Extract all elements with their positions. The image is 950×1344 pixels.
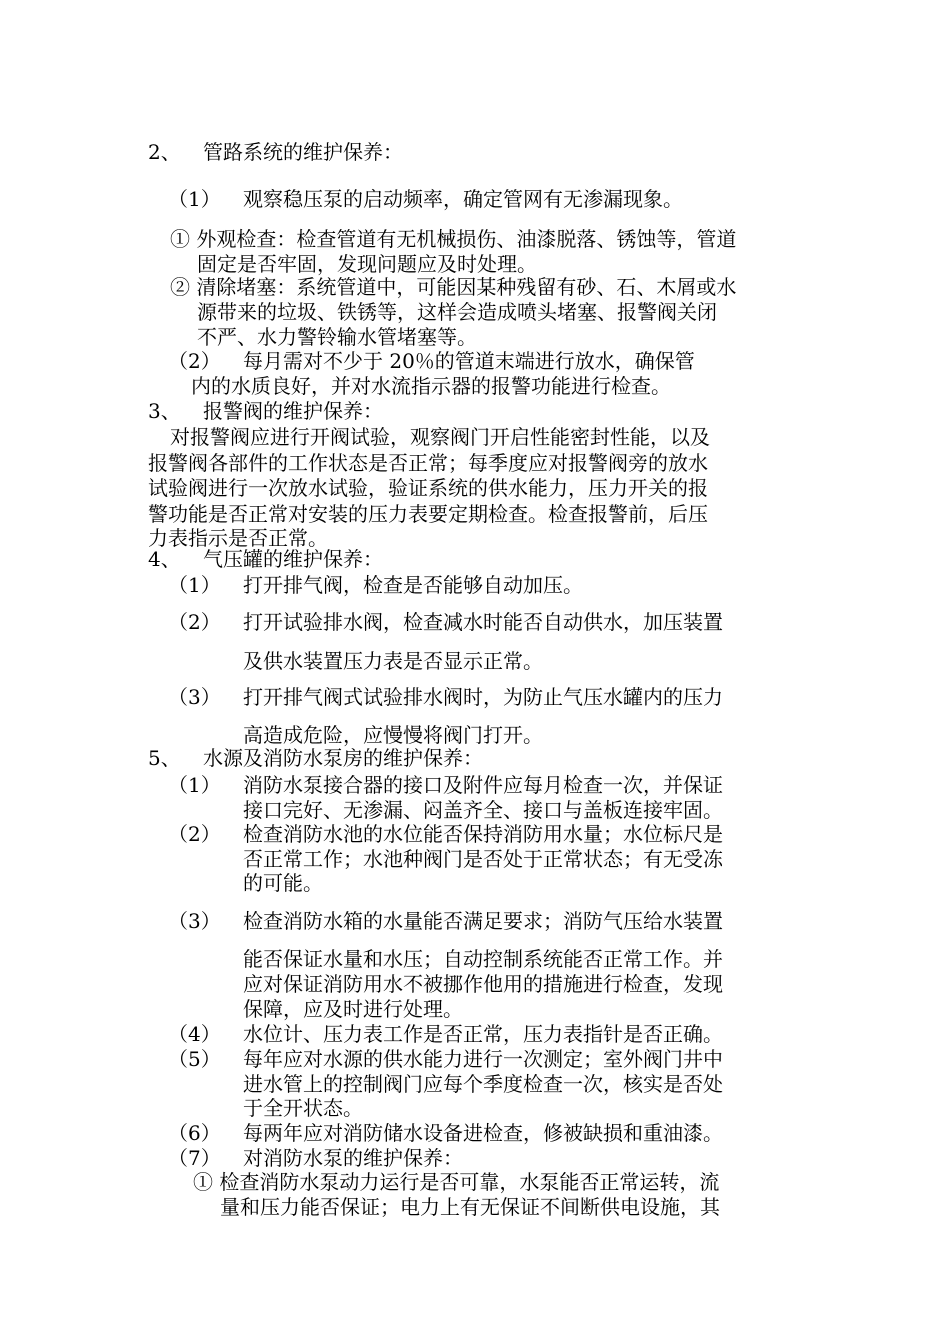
sec4-item2-number: （2） [168,610,221,634]
sec5-item6-text: 每两年应对消防储水设备进检查，修被缺损和重油漆。 [243,1121,723,1145]
sec4-item2-line2: 及供水装置压力表是否显示正常。 [243,649,543,673]
sec5-item5-line2: 进水管上的控制阀门应每个季度检查一次，核实是否处 [243,1072,723,1096]
sec2-item2-line1: 每月需对不少于 20％的管道末端进行放水，确保管 [243,349,695,373]
section-2-title: 管路系统的维护保养： [203,140,403,164]
sec3-paragraph-line5: 力表指示是否正常。 [148,526,328,550]
sec5-item3-line1: 检查消防水箱的水量能否满足要求；消防气压给水装置 [243,909,723,933]
sec4-item3-line2: 高造成危险，应慢慢将阀门打开。 [243,723,543,747]
sec2-item2-line2: 内的水质良好，并对水流指示器的报警功能进行检查。 [191,374,671,398]
sec3-paragraph-line4: 警功能是否正常对安装的压力表要定期检查。检查报警前，后压 [148,502,708,526]
sec5-item1-line2: 接口完好、无渗漏、闷盖齐全、接口与盖板连接牢固。 [243,798,723,822]
sec3-paragraph-line1: 对报警阀应进行开阀试验，观察阀门开启性能密封性能，以及 [170,425,710,449]
section-4-number: 4、 [148,547,181,571]
sec4-item3-number: （3） [168,685,221,709]
sec2-sub2-line3: 不严、水力警铃输水管堵塞等。 [197,325,477,349]
sec2-item2-number: （2） [168,349,221,373]
sec2-sub2-line2: 源带来的垃圾、铁锈等，这样会造成喷头堵塞、报警阀关闭 [197,300,717,324]
sec5-item1-line1: 消防水泵接合器的接口及附件应每月检查一次，并保证 [243,773,723,797]
sec5-item3-line2: 能否保证水量和水压；自动控制系统能否正常工作。并 [243,947,723,971]
sec2-sub1-line2: 固定是否牢固，发现问题应及时处理。 [197,252,537,276]
section-3-title: 报警阀的维护保养： [203,399,383,423]
sec4-item3-line1: 打开排气阀式试验排水阀时，为防止气压水罐内的压力 [243,685,723,709]
sec5-item3-line4: 保障，应及时进行处理。 [243,997,463,1021]
sec4-item1-text: 打开排气阀，检查是否能够自动加压。 [243,573,583,597]
section-3-number: 3、 [148,399,181,423]
sec2-sub1-line1: ① 外观检查：检查管道有无机械损伤、油漆脱落、锈蚀等，管道 [170,227,737,251]
sec3-paragraph-line3: 试验阀进行一次放水试验，验证系统的供水能力，压力开关的报 [148,476,708,500]
sec5-item2-number: （2） [168,822,221,846]
sec5-item2-line3: 的可能。 [243,871,323,895]
sec5-item4-number: （4） [168,1022,221,1046]
sec5-sub1-line1: ① 检查消防水泵动力运行是否可靠，水泵能否正常运转，流 [193,1170,720,1194]
sec5-sub1-line2: 量和压力能否保证；电力上有无保证不间断供电设施，其 [220,1195,720,1219]
sec2-item1-text: 观察稳压泵的启动频率，确定管网有无渗漏现象。 [243,187,683,211]
sec5-item2-line1: 检查消防水池的水位能否保持消防用水量；水位标尺是 [243,822,723,846]
sec4-item1-number: （1） [168,573,221,597]
section-2-number: 2、 [148,140,181,164]
sec3-paragraph-line2: 报警阀各部件的工作状态是否正常；每季度应对报警阀旁的放水 [148,451,708,475]
sec5-item7-text: 对消防水泵的维护保养： [243,1146,463,1170]
section-4-title: 气压罐的维护保养： [203,547,383,571]
sec4-item2-line1: 打开试验排水阀，检查减水时能否自动供水，加压装置 [243,610,723,634]
sec5-item5-number: （5） [168,1047,221,1071]
sec5-item2-line2: 否正常工作；水池种阀门是否处于正常状态；有无受冻 [243,847,723,871]
sec5-item3-number: （3） [168,909,221,933]
section-5-number: 5、 [148,746,181,770]
sec5-item5-line3: 于全开状态。 [243,1096,363,1120]
sec5-item6-number: （6） [168,1121,221,1145]
sec5-item5-line1: 每年应对水源的供水能力进行一次测定；室外阀门井中 [243,1047,723,1071]
sec5-item4-text: 水位计、压力表工作是否正常，压力表指针是否正确。 [243,1022,723,1046]
sec5-item3-line3: 应对保证消防用水不被挪作他用的措施进行检查，发现 [243,972,723,996]
sec5-item1-number: （1） [168,773,221,797]
section-5-title: 水源及消防水泵房的维护保养： [203,746,483,770]
sec2-item1-number: （1） [168,187,221,211]
sec5-item7-number: （7） [168,1146,221,1170]
sec2-sub2-line1: ② 清除堵塞：系统管道中，可能因某种残留有砂、石、木屑或水 [170,275,737,299]
